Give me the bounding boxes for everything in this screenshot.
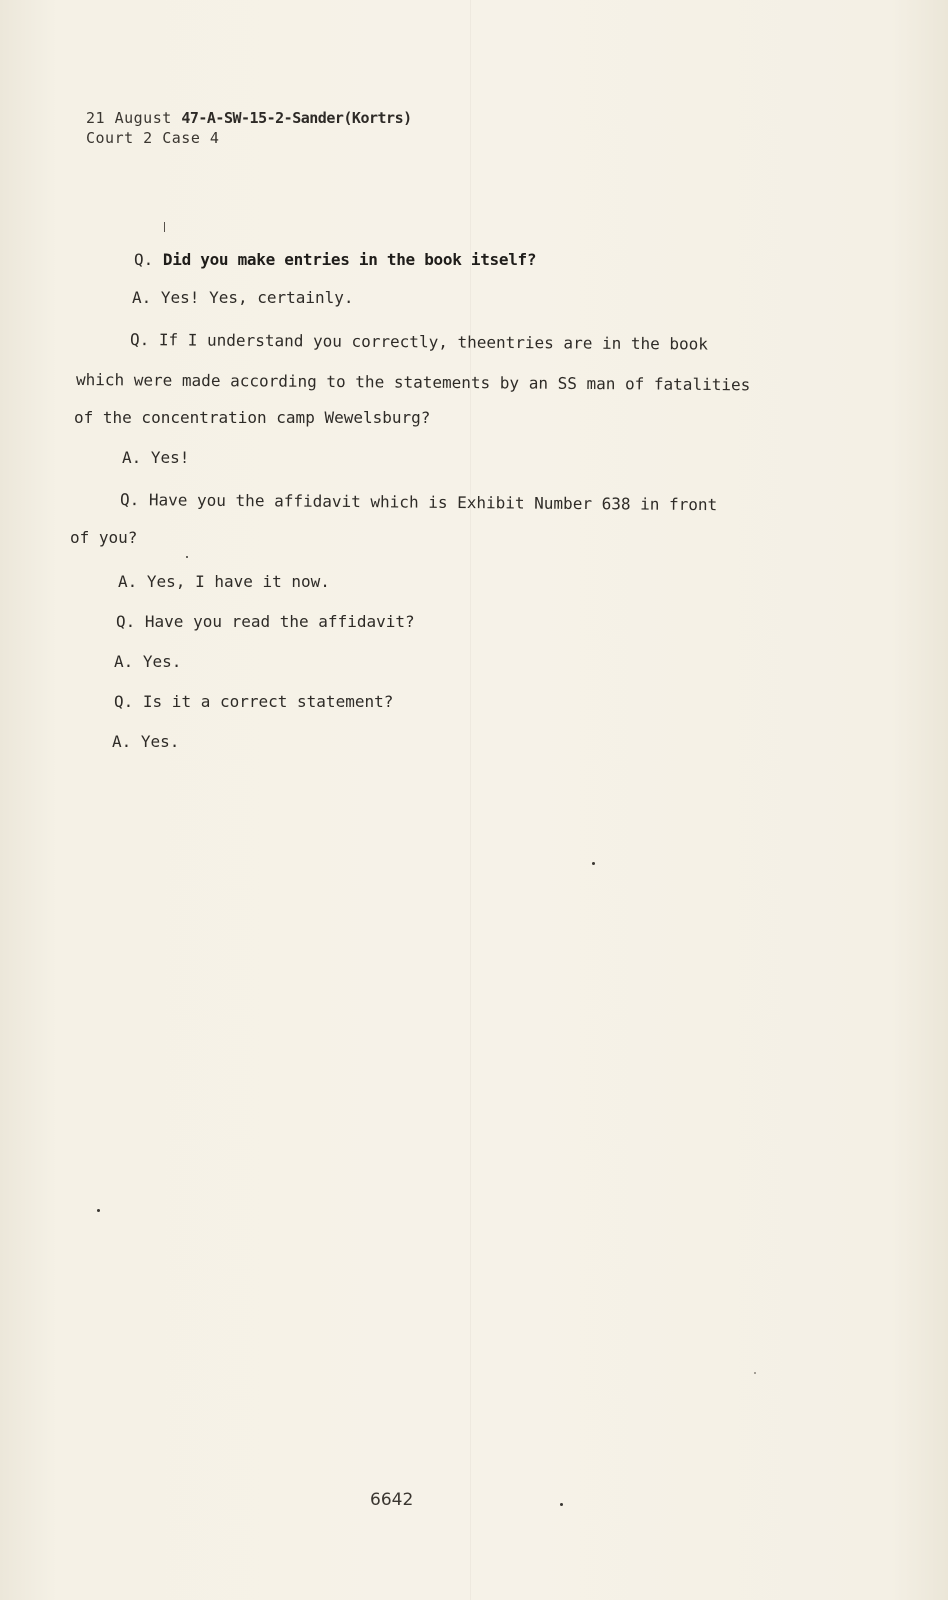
ink-speck xyxy=(754,1372,756,1374)
paper-fold xyxy=(470,0,471,1600)
transcript-line-6: A. Yes! xyxy=(122,448,190,467)
ink-speck xyxy=(592,862,595,865)
header-reference: 47-A-SW-15-2-Sander(Kortrs) xyxy=(181,109,412,127)
transcript-line-7: Q. Have you the affidavit which is Exhibit Number 638 in front xyxy=(119,490,718,515)
header-court-case: Court 2 Case 4 xyxy=(86,129,220,147)
transcript-line-4: which were made according to the statements by an SS man of fatalities xyxy=(75,370,751,395)
ink-speck xyxy=(97,1209,100,1212)
transcript-line-13: A. Yes. xyxy=(112,732,180,751)
ink-speck xyxy=(560,1503,563,1506)
page-number: 6642 xyxy=(370,1490,414,1510)
transcript-line-11: A. Yes. xyxy=(114,652,182,671)
transcript-line-1: Q. Did you make entries in the book itself? xyxy=(134,250,537,269)
header-date: 21 August xyxy=(86,109,172,127)
transcript-line-3: Q. If I understand you correctly, theentries are in the book xyxy=(129,330,709,354)
margin-tick xyxy=(164,222,165,232)
transcript-line-12: Q. Is it a correct statement? xyxy=(114,692,394,711)
transcript-line-2: A. Yes! Yes, certainly. xyxy=(132,288,354,307)
transcript-line-9: A. Yes, I have it now. xyxy=(118,572,330,591)
transcript-line-5: of the concentration camp Wewelsburg? xyxy=(74,408,431,427)
document-header xyxy=(86,108,412,148)
ink-speck xyxy=(186,556,188,558)
transcript-line-8: of you? xyxy=(70,528,138,547)
header-date-line xyxy=(86,108,412,128)
transcript-line-10: Q. Have you read the affidavit? xyxy=(116,612,415,631)
